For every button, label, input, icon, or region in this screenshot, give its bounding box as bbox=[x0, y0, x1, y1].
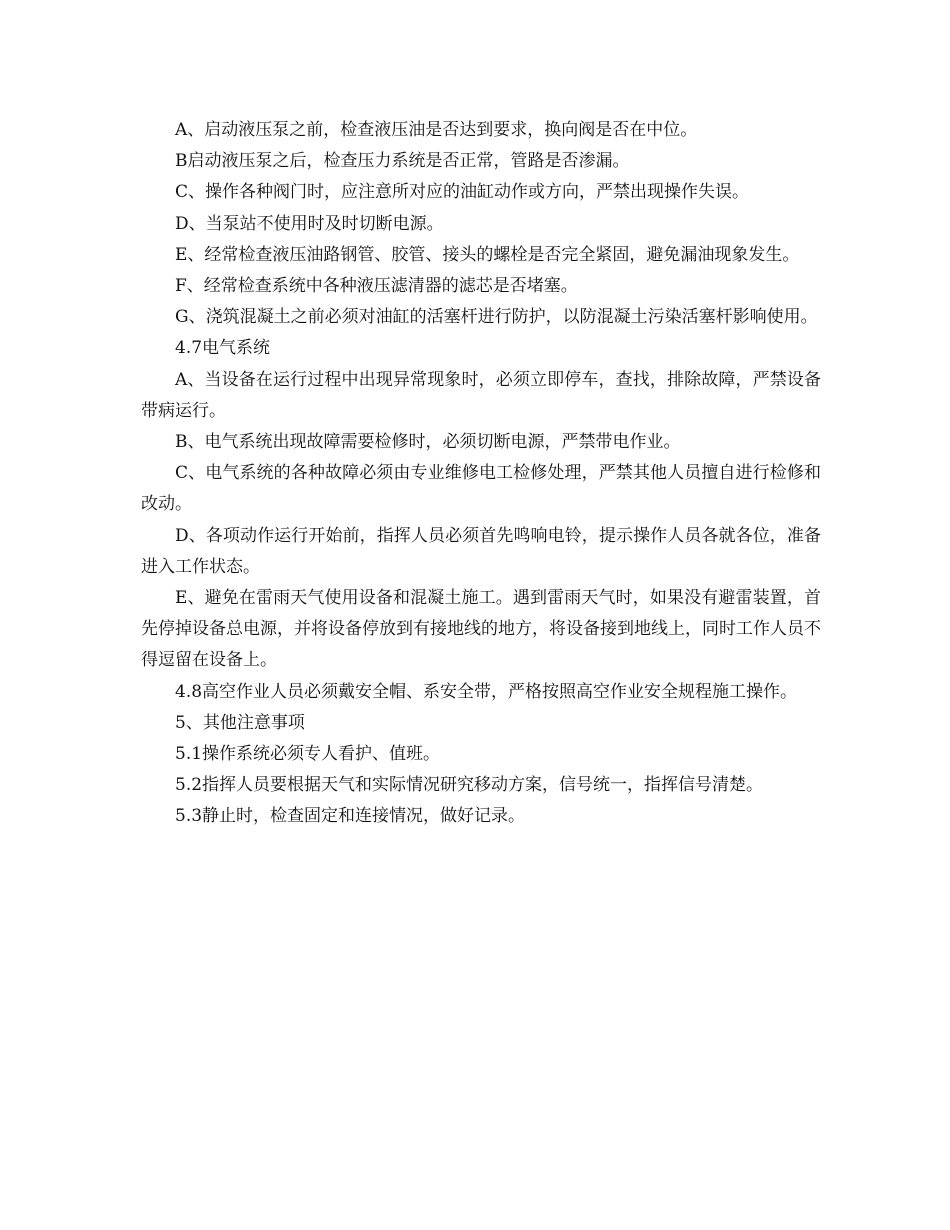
paragraph-electrical-a: A、当设备在运行过程中出现异常现象时，必须立即停车，查找，排除故障，严禁设备带病运行。 bbox=[141, 369, 821, 421]
section-heading-electrical: 4.7电气系统 bbox=[175, 338, 271, 359]
paragraph-electrical-d: D、各项动作运行开始前，指挥人员必须首先鸣响电铃，提示操作人员各就各位，准备进入工作状态。 bbox=[141, 525, 821, 577]
paragraph-note-5-1: 5.1操作系统必须专人看护、值班。 bbox=[175, 744, 441, 765]
paragraph-high-altitude-work: 4.8高空作业人员必须戴安全帽、系安全带，严格按照高空作业安全规程施工操作。 bbox=[175, 681, 798, 702]
paragraph-electrical-e: E、避免在雷雨天气使用设备和混凝土施工。遇到雷雨天气时，如果没有避雷装置，首先停掉设备总电源，并将设备停放到有接地线的地方，将设备接到地线上，同时工作人员不得逗留在设备上。 bbox=[141, 588, 821, 671]
paragraph-note-5-3: 5.3静止时，检查固定和连接情况，做好记录。 bbox=[175, 806, 526, 827]
paragraph-hydraulic-a: A、启动液压泵之前，检查液压油是否达到要求，换向阀是否在中位。 bbox=[175, 120, 698, 140]
paragraph-hydraulic-g: G、浇筑混凝土之前必须对油缸的活塞杆进行防护，以防混凝土污染活塞杆影响使用。 bbox=[175, 307, 818, 328]
paragraph-hydraulic-f: F、经常检查系统中各种液压滤清器的滤芯是否堵塞。 bbox=[175, 276, 578, 297]
paragraph-electrical-b: B、电气系统出现故障需要检修时，必须切断电源，严禁带电作业。 bbox=[175, 432, 681, 453]
paragraph-hydraulic-d: D、当泵站不使用时及时切断电源。 bbox=[175, 213, 444, 234]
paragraph-note-5-2: 5.2指挥人员要根据天气和实际情况研究移动方案，信号统一，指挥信号清楚。 bbox=[175, 775, 764, 796]
section-heading-other-notes: 5、其他注意事项 bbox=[175, 712, 305, 733]
paragraph-hydraulic-b: B启动液压泵之后，检查压力系统是否正常，管路是否渗漏。 bbox=[175, 151, 630, 172]
paragraph-hydraulic-c: C、操作各种阀门时，应注意所对应的油缸动作或方向，严禁出现操作失误。 bbox=[175, 182, 750, 203]
paragraph-hydraulic-e: E、经常检查液压油路钢管、胶管、接头的螺栓是否完全紧固，避免漏油现象发生。 bbox=[175, 244, 800, 265]
paragraph-electrical-c: C、电气系统的各种故障必须由专业维修电工检修处理，严禁其他人员擅自进行检修和改动。 bbox=[141, 463, 821, 515]
document-body bbox=[141, 115, 821, 833]
